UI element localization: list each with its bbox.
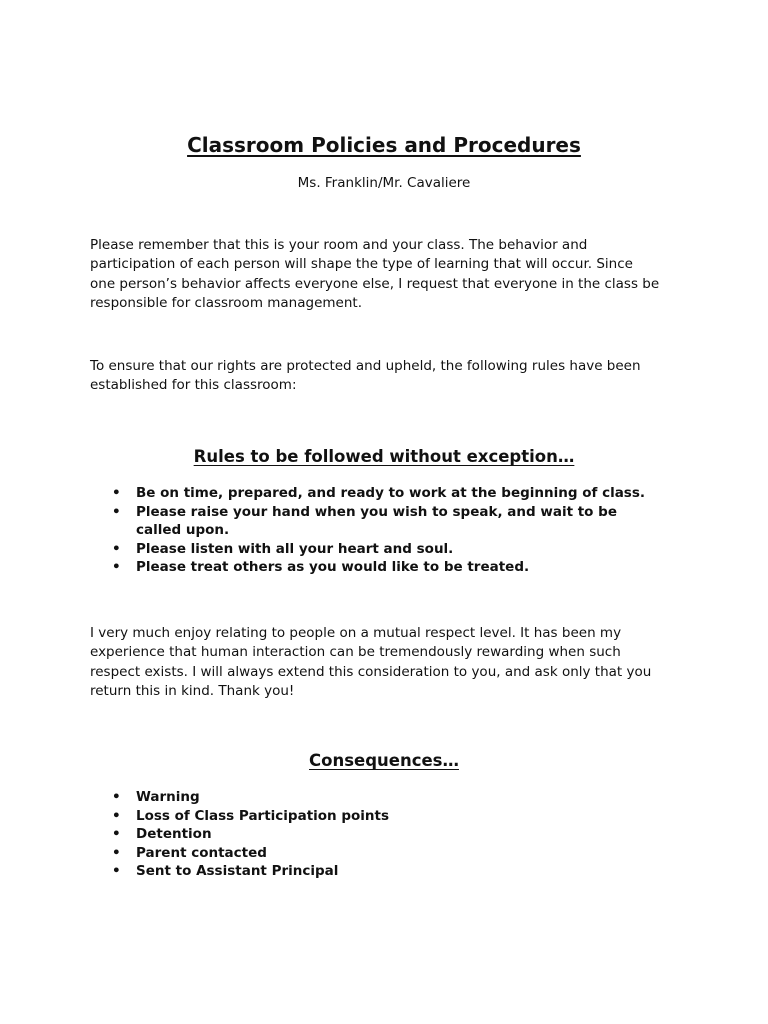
list-item [90,825,690,844]
bullet-icon: • [112,826,121,843]
respect-line: return this in kind. Thank you! [90,682,295,699]
bullet-icon: • [112,559,121,576]
list-item [90,484,690,503]
consequence-text: Sent to Assistant Principal [136,863,339,880]
consequences-list [90,788,690,881]
respect-line: respect exists. I will always extend this consideration to you, and ask only that you [90,663,652,680]
consequence-text: Loss of Class Participation points [136,807,390,824]
bullet-icon: • [112,863,121,880]
rights-line: established for this classroom: [90,377,297,394]
rights-line: To ensure that our rights are protected and upheld, the following rules have been [90,358,641,374]
bullet-icon: • [112,485,121,501]
intro-paragraph [90,236,690,313]
consequences-heading: Consequences… [309,751,459,770]
consequence-text: Warning [136,789,200,805]
list-item [90,540,690,559]
intro-line: responsible for classroom management. [90,294,362,311]
respect-line: I very much enjoy relating to people on a mutual respect level. It has been my [90,625,622,641]
list-item [90,788,690,807]
intro-line: one person’s behavior affects everyone else, I request that everyone in the class be [90,275,660,292]
respect-paragraph [90,624,690,701]
rules-list [90,484,690,577]
bullet-icon: • [112,807,121,824]
rule-text: Please treat others as you would like to be treated. [136,559,530,576]
intro-line: participation of each person will shape the type of learning that will occur. Since [90,256,633,273]
consequence-text: Parent contacted [136,844,267,861]
list-item [90,807,690,826]
consequence-text: Detention [136,826,212,843]
rights-paragraph [90,357,690,396]
rules-heading: Rules to be followed without exception… [193,447,575,466]
bullet-icon: • [112,789,121,805]
intro-line: Please remember that this is your room and your class. The behavior and [90,237,588,253]
teacher-names: Ms. Franklin/Mr. Cavaliere [297,175,471,191]
rule-text: Be on time, prepared, and ready to work at the beginning of class. [136,485,646,501]
respect-line: experience that human interaction can be tremendously rewarding when such [90,644,621,661]
list-item [90,862,690,881]
list-item [90,844,690,863]
list-item [90,503,690,540]
page-title: Classroom Policies and Procedures [187,133,581,157]
rule-text: Please raise your hand when you wish to speak, and wait to be [136,503,617,520]
rule-text: called upon. [136,522,230,539]
bullet-icon: • [112,844,121,861]
list-item [90,558,690,577]
bullet-icon: • [112,503,121,520]
bullet-icon: • [112,540,121,557]
rule-text: Please listen with all your heart and soul. [136,540,454,557]
